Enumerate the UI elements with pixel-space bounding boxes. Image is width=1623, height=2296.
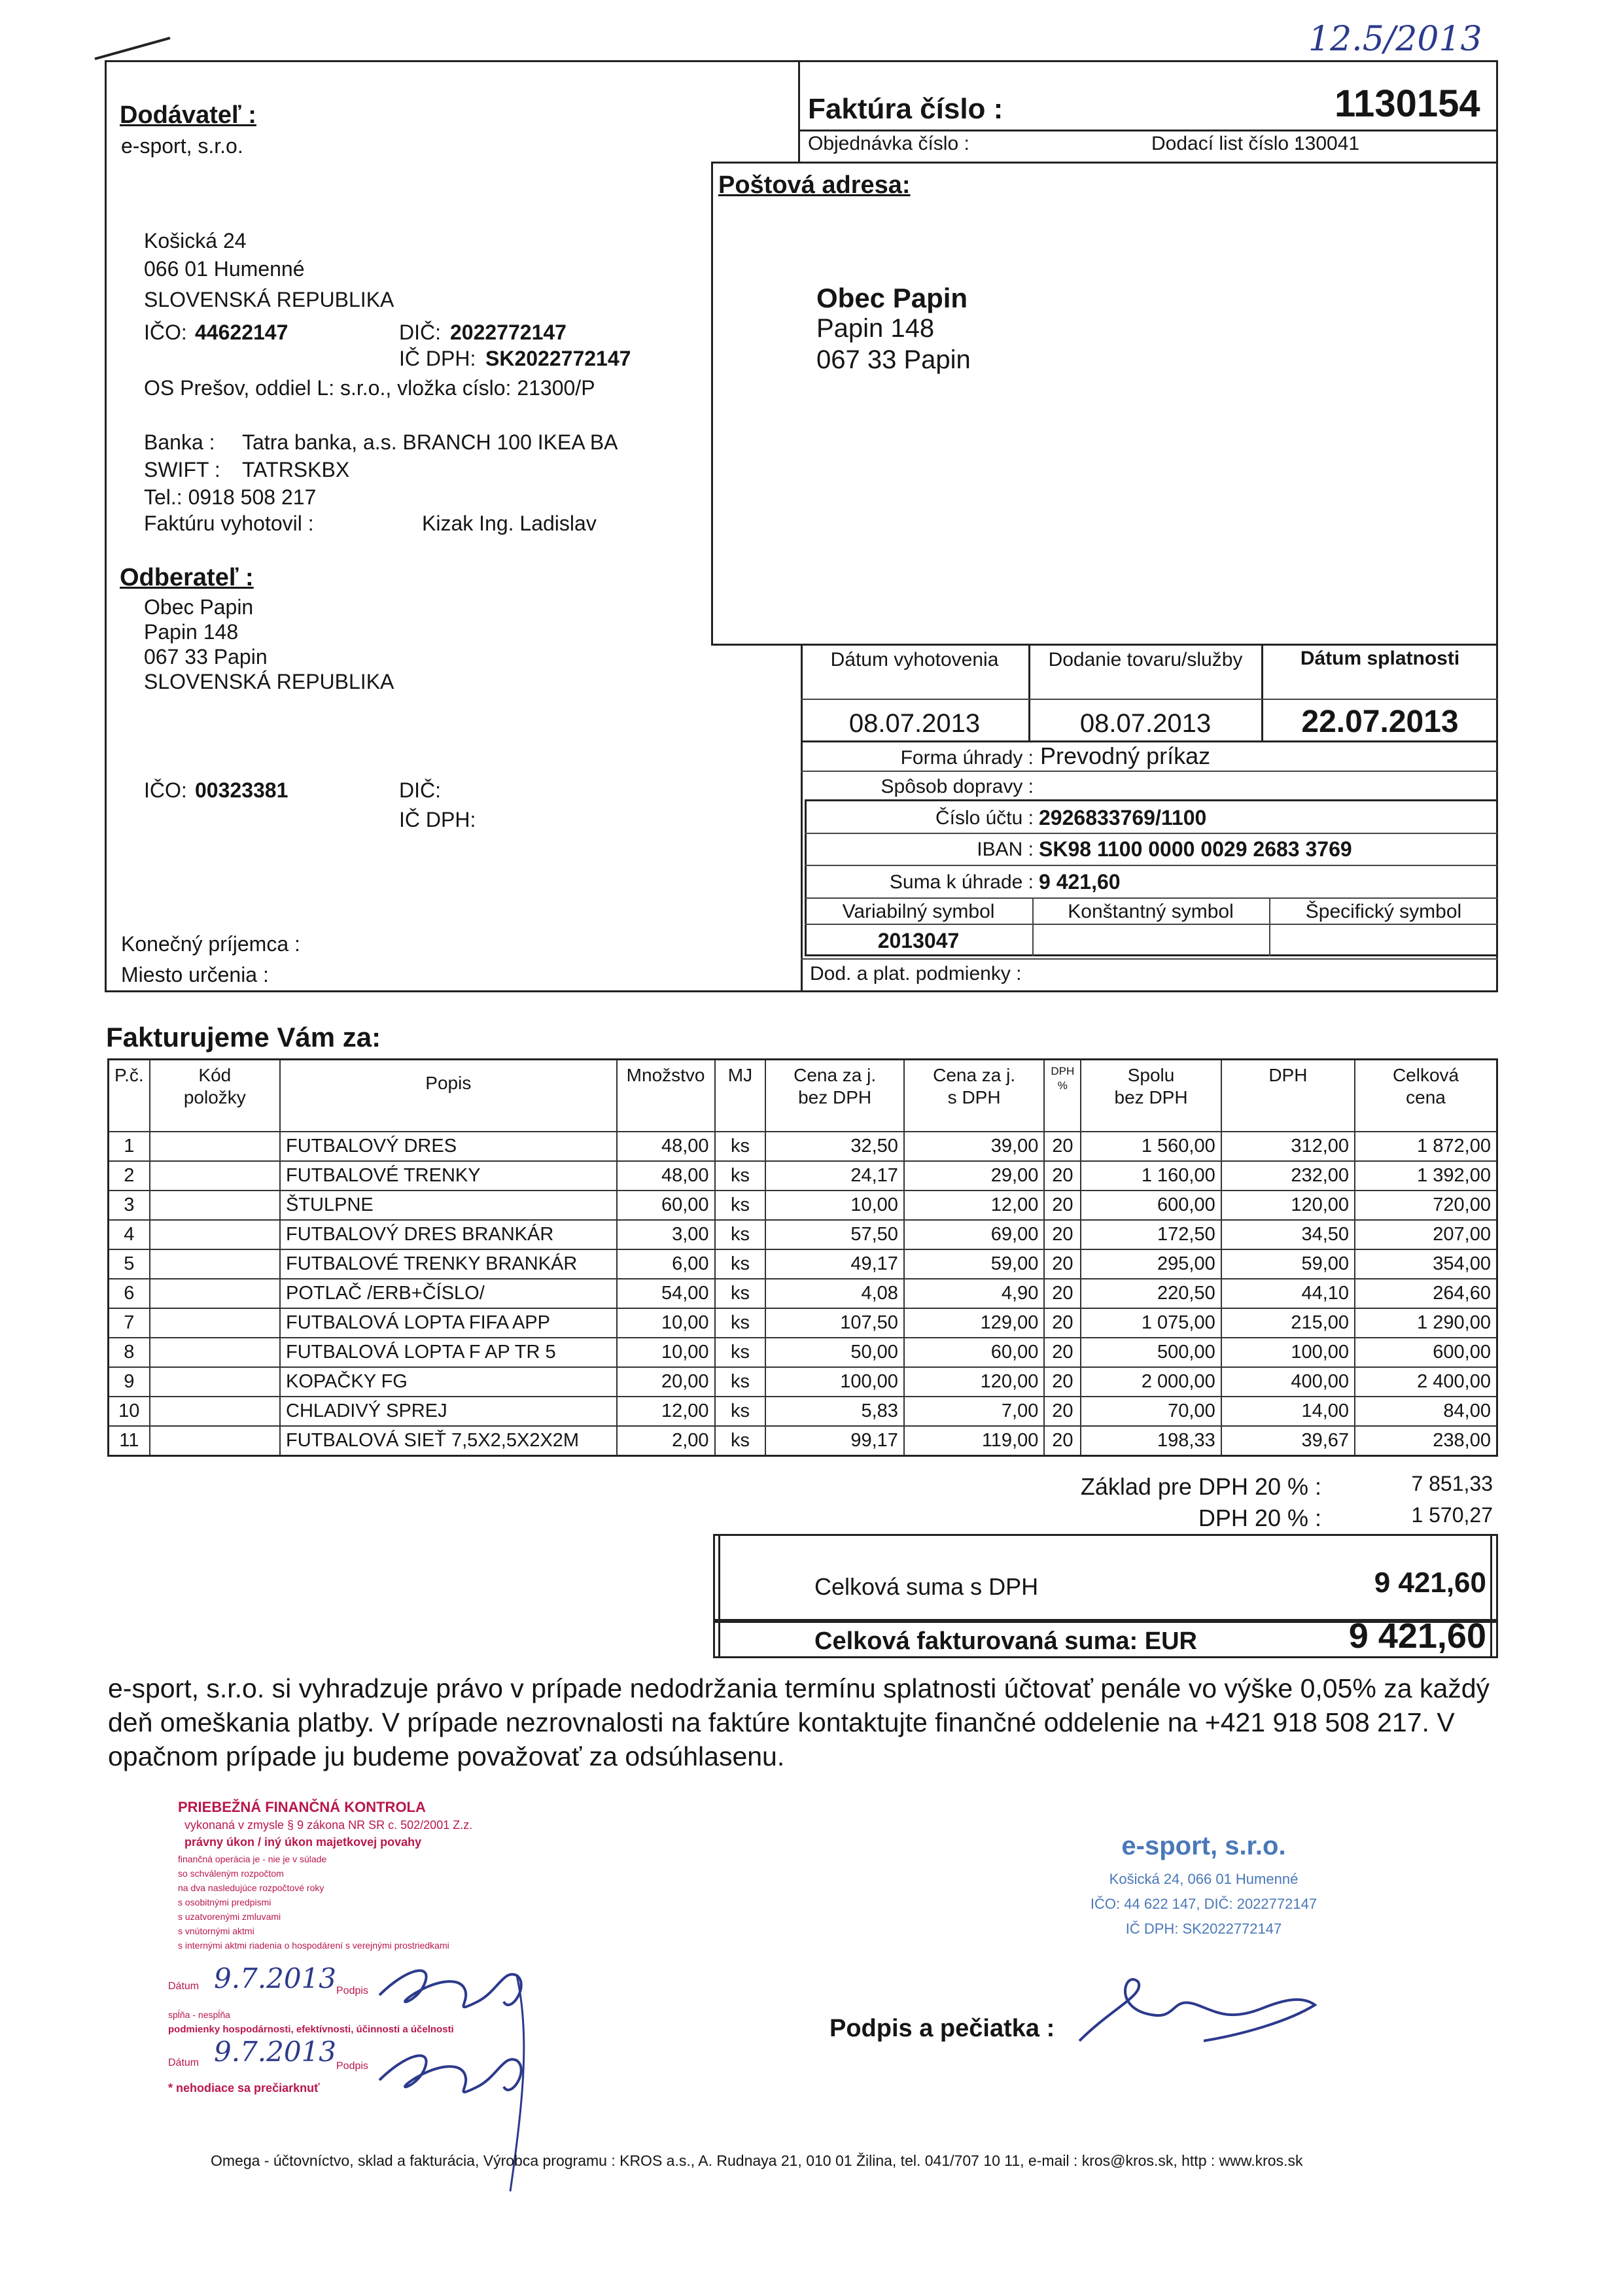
due-date-label: Dátum splatnosti — [1300, 648, 1460, 669]
company-stamp-ids: IČO: 44 622 147, DIČ: 2022772147 — [1090, 1896, 1318, 1912]
row-grand: 207,00 — [1355, 1220, 1497, 1249]
invoiced-total-label: Celková fakturovaná suma: EUR — [814, 1627, 1197, 1655]
row-price: 100,00 — [765, 1367, 904, 1397]
account-label: Číslo účtu : — [935, 807, 1034, 829]
items-table — [107, 1058, 1498, 1457]
postal-street: Papin 148 — [816, 314, 935, 343]
header-price-vat: Cena za j. s DPH — [904, 1060, 1044, 1132]
stamp-line-9: s internými aktmi riadenia o hospodárení s verejnými prostriedkami — [178, 1940, 449, 1951]
row-code — [150, 1338, 280, 1367]
row-unit: ks — [715, 1338, 766, 1367]
amount-due-label: Suma k úhrade : — [889, 871, 1034, 893]
row-total: 70,00 — [1081, 1397, 1221, 1426]
bank-label: Banka : — [144, 430, 215, 454]
row-vat: 215,00 — [1221, 1308, 1355, 1338]
row-unit: ks — [715, 1220, 766, 1249]
table-row — [109, 1426, 1497, 1456]
row-qty: 54,00 — [617, 1279, 715, 1308]
row-grand: 2 400,00 — [1355, 1367, 1497, 1397]
postal-name: Obec Papin — [816, 283, 968, 313]
row-vat: 14,00 — [1221, 1397, 1355, 1426]
customer-street: Papin 148 — [144, 620, 239, 644]
swift-code: TATRSKBX — [242, 458, 350, 481]
dates-divider-2 — [1261, 646, 1263, 740]
row-price: 107,50 — [765, 1308, 904, 1338]
payment-form-rule — [801, 771, 1498, 772]
totals-inner-left — [718, 1534, 720, 1658]
vat-base: 7 851,33 — [1411, 1472, 1493, 1495]
supplier-city: 066 01 Humenné — [144, 257, 305, 281]
row-total: 198,33 — [1081, 1426, 1221, 1456]
row-grand: 1 392,00 — [1355, 1161, 1497, 1191]
footer-software-info: Omega - účtovníctvo, sklad a fakturácia, Výrobca programu : KROS a.s., A. Rudnaya 21, 010 01 Žilina, tel. 041/707 10 11, e-mail : kros@kros.sk, http : www.kros.sk — [211, 2152, 1303, 2169]
row-price-vat: 4,90 — [904, 1279, 1044, 1308]
row-rate: 20 — [1044, 1161, 1081, 1191]
payment-form-label: Forma úhrady : — [900, 747, 1034, 769]
stamp-sign-label: Podpis — [336, 1985, 368, 1996]
row-price-vat: 119,00 — [904, 1426, 1044, 1456]
row-price-vat: 60,00 — [904, 1338, 1044, 1367]
row-price-vat: 7,00 — [904, 1397, 1044, 1426]
postal-heading: Poštová adresa: — [718, 171, 911, 199]
handwritten-note: 12.5/2013 — [1308, 20, 1482, 59]
row-desc: FUTBALOVÁ LOPTA FIFA APP — [280, 1308, 617, 1338]
row-number: 5 — [109, 1249, 150, 1279]
customer-heading: Odberateľ : — [120, 564, 254, 591]
row-code — [150, 1426, 280, 1456]
stamp-date-label-2: Dátum — [168, 2057, 200, 2068]
stamp-date-handwritten: 9.7.2013 — [214, 1962, 337, 1994]
row-total: 172,50 — [1081, 1220, 1221, 1249]
row-desc: FUTBALOVÝ DRES — [280, 1132, 617, 1161]
vat-label: DPH 20 % : — [1198, 1505, 1321, 1531]
customer-ico-label: IČO: — [144, 778, 187, 802]
total-with-vat-label: Celková suma s DPH — [814, 1573, 1039, 1600]
specific-symbol-label: Špecifický symbol — [1305, 901, 1462, 922]
iban: SK98 1100 0000 0029 2683 3769 — [1039, 837, 1352, 861]
row-price: 99,17 — [765, 1426, 904, 1456]
row-code — [150, 1161, 280, 1191]
company-stamp-icdph: IČ DPH: SK2022772147 — [1125, 1921, 1282, 1937]
stamp-line-8: s vnútornými aktmi — [178, 1926, 254, 1936]
row-desc: POTLAČ /ERB+ČÍSLO/ — [280, 1279, 617, 1308]
dates-left-edge — [801, 646, 803, 992]
table-row — [109, 1191, 1497, 1220]
supplier-ico: 44622147 — [195, 321, 288, 344]
supplier-country: SLOVENSKÁ REPUBLIKA — [144, 288, 394, 311]
row-total: 600,00 — [1081, 1191, 1221, 1220]
delivery-note-label: Dodací list číslo : — [1151, 133, 1300, 154]
row-qty: 20,00 — [617, 1367, 715, 1397]
row-qty: 12,00 — [617, 1397, 715, 1426]
supplier-icdph: SK2022772147 — [485, 347, 631, 370]
row-price-vat: 129,00 — [904, 1308, 1044, 1338]
stamp-line-1: vykonaná v zmysle § 9 zákona NR SR c. 502/2001 Z.z. — [184, 1818, 473, 1832]
company-stamp — [1060, 1832, 1348, 1969]
row-qty: 2,00 — [617, 1426, 715, 1456]
row-price: 10,00 — [765, 1191, 904, 1220]
row-unit: ks — [715, 1367, 766, 1397]
row-unit: ks — [715, 1279, 766, 1308]
row-grand: 600,00 — [1355, 1338, 1497, 1367]
account-rule-2 — [805, 865, 1498, 866]
invoice-title-rule — [798, 130, 1498, 131]
row-price: 50,00 — [765, 1338, 904, 1367]
issue-date-label: Dátum vyhotovenia — [830, 649, 999, 670]
variable-symbol: 2013047 — [877, 929, 960, 952]
row-qty: 10,00 — [617, 1308, 715, 1338]
dates-header-rule — [801, 699, 1498, 700]
swift-label: SWIFT : — [144, 458, 220, 481]
terms-rule — [801, 958, 1498, 960]
stamp-line-6: s osobitnými predpismi — [178, 1897, 271, 1907]
issue-date: 08.07.2013 — [848, 709, 981, 738]
handwritten-signature-supplier — [1073, 1969, 1321, 2054]
account-rule-3 — [805, 897, 1498, 899]
row-code — [150, 1191, 280, 1220]
row-price-vat: 29,00 — [904, 1161, 1044, 1191]
account-rule-4 — [805, 924, 1498, 925]
row-code — [150, 1367, 280, 1397]
header-code: Kód položky — [150, 1060, 280, 1132]
row-rate: 20 — [1044, 1191, 1081, 1220]
stamp-title: PRIEBEŽNÁ FINANČNÁ KONTROLA — [178, 1799, 426, 1815]
row-vat: 34,50 — [1221, 1220, 1355, 1249]
invoiced-total: 9 421,60 — [1348, 1616, 1486, 1656]
header-grand: Celková cena — [1355, 1060, 1497, 1132]
supplier-heading: Dodávateľ : — [120, 101, 256, 129]
row-price: 4,08 — [765, 1279, 904, 1308]
row-unit: ks — [715, 1397, 766, 1426]
row-rate: 20 — [1044, 1397, 1081, 1426]
row-desc: FUTBALOVÁ LOPTA F AP TR 5 — [280, 1338, 617, 1367]
table-header-row — [109, 1060, 1497, 1132]
table-row — [109, 1220, 1497, 1249]
row-price: 49,17 — [765, 1249, 904, 1279]
row-vat: 59,00 — [1221, 1249, 1355, 1279]
row-number: 10 — [109, 1397, 150, 1426]
row-number: 6 — [109, 1279, 150, 1308]
table-row — [109, 1338, 1497, 1367]
issued-by-name: Kizak Ing. Ladislav — [422, 512, 597, 535]
postal-city: 067 33 Papin — [816, 345, 971, 374]
row-qty: 60,00 — [617, 1191, 715, 1220]
account-number: 2926833769/1100 — [1039, 806, 1207, 829]
row-total: 1 560,00 — [1081, 1132, 1221, 1161]
row-rate: 20 — [1044, 1249, 1081, 1279]
header-rate: DPH % — [1044, 1060, 1081, 1132]
row-price: 24,17 — [765, 1161, 904, 1191]
row-total: 220,50 — [1081, 1279, 1221, 1308]
row-unit: ks — [715, 1191, 766, 1220]
constant-symbol-label: Konštantný symbol — [1068, 901, 1234, 922]
row-desc: ŠTULPNE — [280, 1191, 617, 1220]
stamp-line-3: finančná operácia je - nie je v súlade — [178, 1854, 327, 1864]
supplier-ico-label: IČO: — [144, 321, 187, 344]
row-total: 2 000,00 — [1081, 1367, 1221, 1397]
row-qty: 48,00 — [617, 1132, 715, 1161]
row-grand: 264,60 — [1355, 1279, 1497, 1308]
table-row — [109, 1367, 1497, 1397]
row-rate: 20 — [1044, 1279, 1081, 1308]
customer-icdph-label: IČ DPH: — [399, 808, 476, 831]
row-number: 8 — [109, 1338, 150, 1367]
vat-base-label: Základ pre DPH 20 % : — [1080, 1473, 1321, 1500]
customer-ico: 00323381 — [195, 778, 288, 802]
bank-name: Tatra banka, a.s. BRANCH 100 IKEA BA — [242, 430, 618, 454]
stamp-sign-label-2: Podpis — [336, 2061, 368, 2072]
stamp-line-5: na dva nasledujúce rozpočtové roky — [178, 1883, 324, 1893]
supplier-street: Košická 24 — [144, 229, 247, 252]
stamp-line-10: spĺňa - nespĺňa — [168, 2009, 230, 2020]
terms-label: Dod. a plat. podmienky : — [810, 963, 1022, 984]
delivery-date: 08.07.2013 — [1079, 709, 1212, 738]
stamp-date-handwritten-2: 9.7.2013 — [214, 2036, 337, 2068]
amount-due: 9 421,60 — [1039, 870, 1121, 894]
row-total: 1 160,00 — [1081, 1161, 1221, 1191]
row-qty: 48,00 — [617, 1161, 715, 1191]
row-qty: 3,00 — [617, 1220, 715, 1249]
row-vat: 232,00 — [1221, 1161, 1355, 1191]
customer-city: 067 33 Papin — [144, 645, 268, 669]
row-vat: 312,00 — [1221, 1132, 1355, 1161]
row-number: 11 — [109, 1426, 150, 1456]
row-rate: 20 — [1044, 1367, 1081, 1397]
row-vat: 400,00 — [1221, 1367, 1355, 1397]
row-rate: 20 — [1044, 1308, 1081, 1338]
row-price-vat: 120,00 — [904, 1367, 1044, 1397]
stamp-line-7: s uzatvorenými zmluvami — [178, 1911, 281, 1922]
stamp-footnote: * nehodiace sa prečiarknuť — [168, 2081, 320, 2095]
header-qty: Množstvo — [617, 1060, 715, 1132]
row-unit: ks — [715, 1426, 766, 1456]
row-total: 500,00 — [1081, 1338, 1221, 1367]
row-vat: 100,00 — [1221, 1338, 1355, 1367]
supplier-register: OS Prešov, oddiel L: s.r.o., vložka císlo: 21300/P — [144, 376, 595, 400]
customer-country: SLOVENSKÁ REPUBLIKA — [144, 670, 394, 693]
header-vat: DPH — [1221, 1060, 1355, 1132]
issued-by-label: Faktúru vyhotovil : — [144, 512, 314, 535]
dates-divider-1 — [1028, 646, 1030, 740]
row-number: 2 — [109, 1161, 150, 1191]
row-unit: ks — [715, 1308, 766, 1338]
customer-dic-label: DIČ: — [399, 778, 441, 802]
row-price-vat: 39,00 — [904, 1132, 1044, 1161]
row-grand: 238,00 — [1355, 1426, 1497, 1456]
header-pc: P.č. — [109, 1060, 150, 1132]
row-number: 9 — [109, 1367, 150, 1397]
totals-inner-right — [1490, 1534, 1492, 1658]
row-grand: 84,00 — [1355, 1397, 1497, 1426]
row-rate: 20 — [1044, 1426, 1081, 1456]
row-price: 57,50 — [765, 1220, 904, 1249]
table-row — [109, 1161, 1497, 1191]
row-code — [150, 1220, 280, 1249]
row-code — [150, 1249, 280, 1279]
row-desc: KOPAČKY FG — [280, 1367, 617, 1397]
customer-name: Obec Papin — [144, 595, 254, 619]
row-desc: CHLADIVÝ SPREJ — [280, 1397, 617, 1426]
items-heading: Fakturujeme Vám za: — [106, 1022, 381, 1052]
row-qty: 10,00 — [617, 1338, 715, 1367]
order-number-label: Objednávka číslo : — [808, 133, 969, 154]
payment-notice: e-sport, s.r.o. si vyhradzuje právo v prípade nedodržania termínu splatnosti účtovať penále vo výške 0,05% za každý deň omeškania platby. V prípade nezrovnalosti na faktúre kontaktujte finančné oddelenie na +421 918 508 217. V opačnom prípade ju budeme považovať za odsúhlasenu. — [108, 1673, 1490, 1771]
delivery-date-label: Dodanie tovaru/služby — [1048, 649, 1243, 670]
row-total: 295,00 — [1081, 1249, 1221, 1279]
header-price: Cena za j. bez DPH — [765, 1060, 904, 1132]
postal-address-box — [711, 162, 1498, 646]
row-price: 5,83 — [765, 1397, 904, 1426]
row-code — [150, 1308, 280, 1338]
row-grand: 1 872,00 — [1355, 1132, 1497, 1161]
stamp-date-label: Dátum — [168, 1981, 200, 1992]
final-recipient-label: Konečný príjemca : — [121, 932, 300, 956]
account-rule-1 — [805, 833, 1498, 834]
variable-symbol-label: Variabilný symbol — [842, 901, 995, 922]
row-desc: FUTBALOVÉ TRENKY BRANKÁR — [280, 1249, 617, 1279]
supplier-dic: 2022772147 — [450, 321, 567, 344]
stamp-line-11: podmienky hospodárnosti, efektívnosti, účinnosti a účelnosti — [168, 2024, 454, 2035]
iban-label: IBAN : — [977, 839, 1034, 860]
row-price: 32,50 — [765, 1132, 904, 1161]
row-price-vat: 59,00 — [904, 1249, 1044, 1279]
row-unit: ks — [715, 1161, 766, 1191]
destination-label: Miesto určenia : — [121, 963, 269, 986]
company-stamp-name: e-sport, s.r.o. — [1121, 1832, 1286, 1860]
header-unit: MJ — [715, 1060, 766, 1132]
row-vat: 39,67 — [1221, 1426, 1355, 1456]
header-desc: Popis — [280, 1060, 617, 1132]
row-number: 4 — [109, 1220, 150, 1249]
row-number: 7 — [109, 1308, 150, 1338]
row-desc: FUTBALOVÉ TRENKY — [280, 1161, 617, 1191]
row-code — [150, 1397, 280, 1426]
row-rate: 20 — [1044, 1132, 1081, 1161]
table-row — [109, 1132, 1497, 1161]
table-row — [109, 1308, 1497, 1338]
row-grand: 1 290,00 — [1355, 1308, 1497, 1338]
supplier-dic-label: DIČ: — [399, 321, 441, 344]
header-divider — [798, 60, 800, 162]
row-number: 3 — [109, 1191, 150, 1220]
row-desc: FUTBALOVÁ SIEŤ 7,5X2,5X2X2M — [280, 1426, 617, 1456]
header-total: Spolu bez DPH — [1081, 1060, 1221, 1132]
due-date: 22.07.2013 — [1301, 704, 1459, 739]
supplier-name: e-sport, s.r.o. — [121, 134, 243, 158]
row-number: 1 — [109, 1132, 150, 1161]
row-total: 1 075,00 — [1081, 1308, 1221, 1338]
table-row — [109, 1397, 1497, 1426]
supplier-phone: Tel.: 0918 508 217 — [144, 485, 317, 509]
stamp-line-4: so schváleným rozpočtom — [178, 1868, 284, 1879]
row-unit: ks — [715, 1132, 766, 1161]
row-rate: 20 — [1044, 1220, 1081, 1249]
company-stamp-address: Košická 24, 066 01 Humenné — [1109, 1871, 1299, 1887]
stamp-line-2: právny úkon / iný úkon majetkovej povahy — [184, 1835, 422, 1849]
vat-total: 1 570,27 — [1411, 1503, 1493, 1527]
signature-label: Podpis a pečiatka : — [829, 2015, 1055, 2042]
row-price-vat: 12,00 — [904, 1191, 1044, 1220]
row-code — [150, 1279, 280, 1308]
supplier-icdph-label: IČ DPH: — [399, 347, 476, 370]
table-row — [109, 1249, 1497, 1279]
row-qty: 6,00 — [617, 1249, 715, 1279]
row-vat: 120,00 — [1221, 1191, 1355, 1220]
delivery-note-number: 130041 — [1294, 133, 1360, 154]
total-with-vat: 9 421,60 — [1374, 1567, 1486, 1599]
invoice-title: Faktúra číslo : — [808, 93, 1003, 125]
row-grand: 354,00 — [1355, 1249, 1497, 1279]
invoice-number: 1130154 — [1335, 82, 1480, 125]
row-code — [150, 1132, 280, 1161]
transport-label: Spôsob dopravy : — [881, 776, 1034, 797]
row-rate: 20 — [1044, 1338, 1081, 1367]
row-desc: FUTBALOVÝ DRES BRANKÁR — [280, 1220, 617, 1249]
table-row — [109, 1279, 1497, 1308]
row-unit: ks — [715, 1249, 766, 1279]
payment-form: Prevodný príkaz — [1040, 742, 1211, 769]
row-vat: 44,10 — [1221, 1279, 1355, 1308]
row-grand: 720,00 — [1355, 1191, 1497, 1220]
row-price-vat: 69,00 — [904, 1220, 1044, 1249]
